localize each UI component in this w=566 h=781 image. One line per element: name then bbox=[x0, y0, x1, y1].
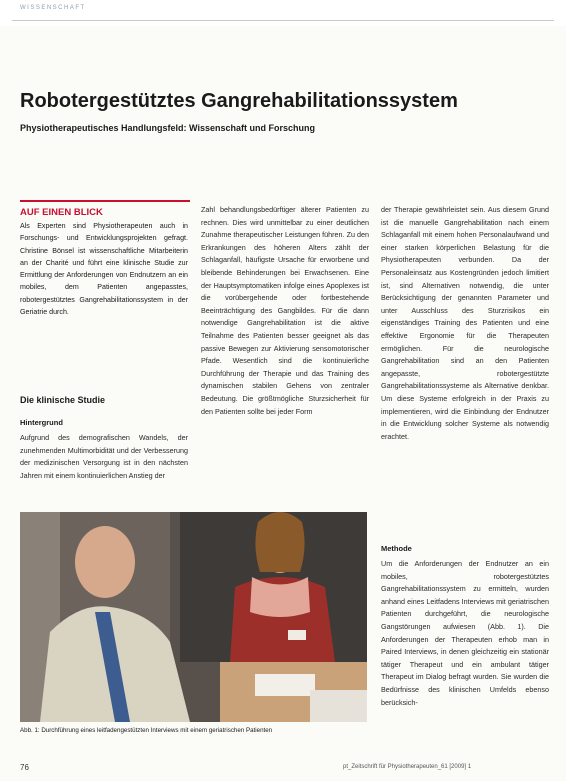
method-text: Um die Anforderungen der Endnutzer an ein mobiles, robotergestütztes Gangrehabilitationssystem zu ermitteln, wurden anhand eines Leitfadens Interviews mit geriatrischen Patienten durchgeführt, die neurologische Gangstörungen aufwiesen (Abb. 1). Die Anforderungen der Therapeuten erhob man in Paired Interviews, in denen gleichzeitig ein stationär tätiger Therapeut und ein ambulant tätiger Therapeut im Dialog befragt wurden. Sie wurden die Bedürfnisse des klinischen Umfelds ebenso berücksich- bbox=[381, 559, 549, 707]
figure-caption: Abb. 1: Durchführung eines leitfadengestützten Interviews mit einem geriatrischen Patienten bbox=[20, 727, 273, 734]
interview-photo bbox=[20, 512, 367, 722]
infobox-rule bbox=[20, 200, 190, 202]
study-heading: Die klinische Studie bbox=[20, 395, 106, 405]
method-heading: Methode bbox=[381, 544, 412, 553]
page-number: 76 bbox=[20, 763, 29, 772]
background-text: Aufgrund des demografischen Wandels, der zunehmenden Multimorbidität und der Verbesserung der medizinischen Versorgung ist in den nächsten Jahren mit einem kontinuierlichen Anstieg der bbox=[20, 433, 188, 480]
column-3-text: der Therapie gewährleistet sein. Aus diesem Grund ist die manuelle Gangrehabilitation nach einem Schlaganfall mit einem hohen Personalaufwand und einer starken körperlichen Belastung für die Physiotherapeuten verbunden. Da der Personaleinsatz aus Kostengründen jedoch limitiert ist, sind Alternativen notwendig, die unter Berücksichtigung der genannten Parameter und unter Ausschluss des Sturzrisikos ein eigenständiges Training des Patienten und eine effektive Ergonomie für die Therapeuten ermöglichen. Für die neurologische Gangrehabilitation sind an den Patienten angepasste, robotergestützte Gangrehabilitationssysteme als Alternative denkbar. Um diese Systeme erfolgreich in der Praxis zu implementieren, wird die Einbindung der Endnutzer in die Entwicklung solcher Systeme als notwendig erachtet. bbox=[381, 205, 549, 441]
background-heading: Hintergrund bbox=[20, 418, 63, 427]
article-title: Robotergestütztes Gangrehabilitationssystem bbox=[20, 90, 458, 112]
infobox-text: Als Experten sind Physiotherapeuten auch in Forschungs- und Entwicklungsprojekten gefragt. Christine Bönsel ist wissenschaftliche Mitarbeiterin an der Charité und führt eine klinische Studie zur Ermittlung der Anforderungen von Endnutzern an ein mobiles, dem Patienten angepasstes, robotergestütztes Gangrehabilitationssystem in der Geriatrie durch. bbox=[20, 222, 188, 317]
header-rule bbox=[12, 20, 554, 21]
column-2-text: Zahl behandlungsbedürftiger älterer Patienten zu rechnen. Dies wird unmittelbar zu einer deutlichen Zunahme therapeutischer Leistungen führen. Zu den Erkrankungen des höheren Alters zählt der Schlaganfall, häufigste Ursache für erworbene und bleibende Behinderungen bei Erwachsenen. Eine der Hauptsymptomatiken infolge eines Apoplexes ist die vorübergehende oder fortbestehende Beeinträchtigung des Gangbildes. Für die dann notwendige Gangrehabilitation ist die aktive Teilnahme des Patienten besser geeignet als das passive Bewegen zur Aktivierung sensomotorischer Pfade. Wesentlich sind die kontinuierliche Durchführung der Therapie und das Training des dynamischen stabilen Gehens von zentraler Bedeutung. Die größtmögliche Sturzsicherheit für den Patienten sollte bei jeder Form bbox=[201, 205, 369, 416]
article-subtitle: Physiotherapeutisches Handlungsfeld: Wissenschaft und Forschung bbox=[20, 123, 315, 133]
photo-illustration bbox=[20, 512, 367, 722]
top-header bbox=[0, 0, 566, 26]
journal-footer: pt_Zeitschrift für Physiotherapeuten_61 [2009] 1 bbox=[343, 764, 472, 770]
infobox-heading: AUF EINEN BLICK bbox=[20, 207, 103, 218]
section-label: WISSENSCHAFT bbox=[20, 5, 86, 11]
